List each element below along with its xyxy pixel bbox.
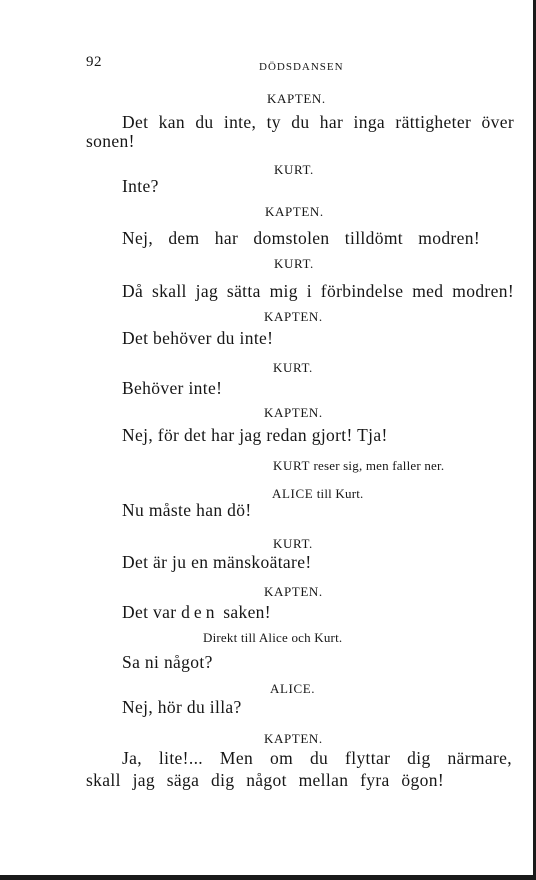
page-edge-bottom <box>0 875 536 880</box>
dialogue-line: Ja, lite!... Men om du flyttar dig närmare, <box>122 748 512 768</box>
speaker-kapten: KAPTEN. <box>264 405 323 420</box>
emphasized-word: den <box>181 602 219 622</box>
speaker-kurt: KURT. <box>273 536 313 551</box>
dialogue-line: Nej, för det har jag redan gjort! Tja! <box>122 425 388 445</box>
dialogue-line: Det kan du inte, ty du har inga rättigheter över <box>122 112 514 132</box>
speaker-kurt: KURT. <box>274 256 314 271</box>
dialogue-line: sonen! <box>86 131 135 151</box>
speaker-kapten: KAPTEN. <box>264 309 323 324</box>
page-number: 92 <box>86 54 102 70</box>
speaker-kurt: KURT <box>273 458 311 473</box>
dialogue-fragment: Det var <box>122 602 177 622</box>
dialogue-line: Nej, hör du illa? <box>122 697 242 717</box>
dialogue-line: Det är ju en mänskoätare! <box>122 552 312 572</box>
dialogue-line: Nu måste han dö! <box>122 500 252 520</box>
dialogue-line: Det behöver du inte! <box>122 328 274 348</box>
stage-direction <box>273 458 444 474</box>
speaker-kapten: KAPTEN. <box>265 204 324 219</box>
speaker-kapten: KAPTEN. <box>267 91 326 106</box>
dialogue-line: Nej, dem har domstolen tilldömt modren! <box>122 228 480 248</box>
dialogue-line: Då skall jag sätta mig i förbindelse med modren! <box>122 281 514 301</box>
direction-text: reser sig, men faller ner. <box>313 458 445 473</box>
stage-direction: Direkt till Alice och Kurt. <box>203 630 343 645</box>
dialogue-line: Sa ni något? <box>122 652 213 672</box>
dialogue-fragment: saken! <box>223 602 271 622</box>
speaker-alice: ALICE. <box>270 681 316 696</box>
speaker-kapten: KAPTEN. <box>264 584 323 599</box>
direction-text: till Kurt. <box>316 486 364 501</box>
dialogue-line: skall jag säga dig något mellan fyra ögon! <box>86 770 444 790</box>
dialogue-line: Inte? <box>122 176 159 196</box>
speaker-alice: ALICE <box>272 486 314 501</box>
running-title: DÖDSDANSEN <box>259 61 344 73</box>
speaker-kurt: KURT. <box>273 360 313 375</box>
dialogue-line <box>122 602 271 623</box>
speaker-with-direction <box>272 486 364 502</box>
speaker-kapten: KAPTEN. <box>264 731 323 746</box>
speaker-kurt: KURT. <box>274 162 314 177</box>
dialogue-line: Behöver inte! <box>122 378 223 398</box>
